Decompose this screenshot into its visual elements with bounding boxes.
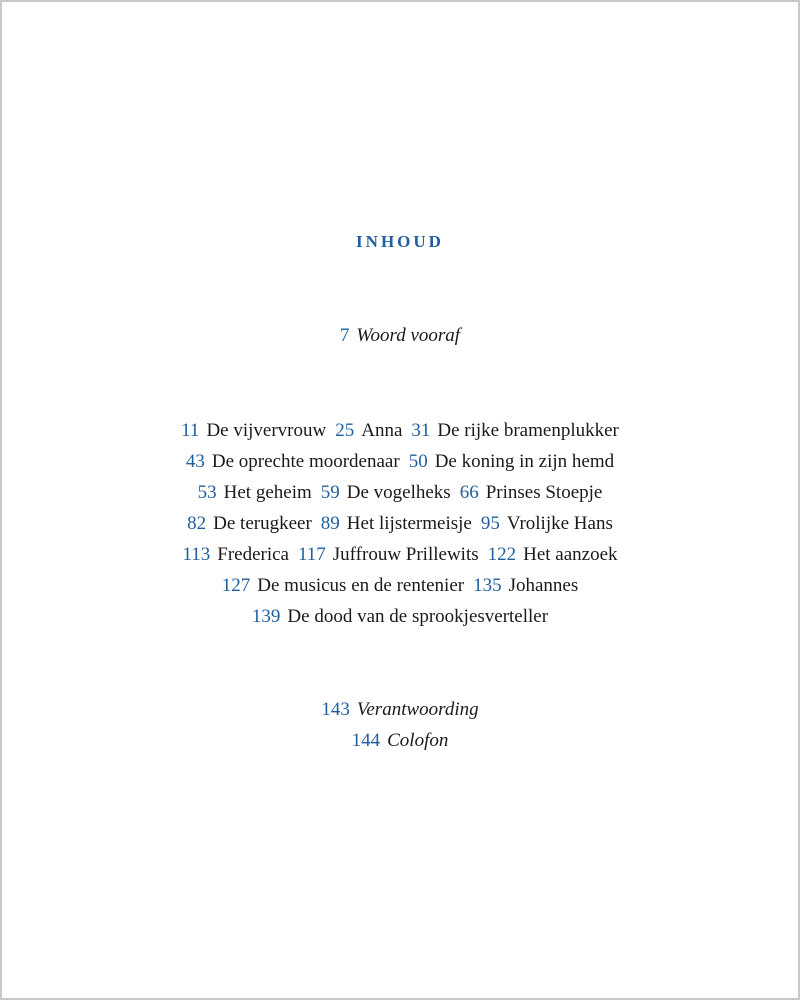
page-number: 139: [251, 606, 281, 627]
page-number: 95: [480, 513, 500, 534]
toc-line: [2, 508, 798, 539]
toc-entry[interactable]: [460, 482, 603, 503]
chapter-title: Verantwoording: [356, 699, 479, 720]
page-number: 82: [187, 513, 207, 534]
page-title: INHOUD: [356, 232, 444, 251]
toc-entry[interactable]: [409, 451, 614, 472]
page-number: 59: [320, 482, 340, 503]
toc-line: [2, 446, 798, 477]
chapter-list: [2, 415, 798, 632]
toc-entry[interactable]: [321, 513, 472, 534]
page-number: 66: [459, 482, 479, 503]
toc-entry-preface[interactable]: [340, 325, 460, 346]
chapter-title: Anna: [361, 420, 403, 441]
toc-line: [2, 415, 798, 446]
toc-entry[interactable]: [222, 575, 464, 596]
chapter-title: Prinses Stoepje: [485, 482, 603, 503]
toc-entry-back-matter[interactable]: [352, 730, 449, 751]
toc-entry[interactable]: [335, 420, 402, 441]
chapter-title: De vogelheks: [346, 482, 451, 503]
page-number: 127: [221, 575, 251, 596]
page-number: 43: [185, 451, 205, 472]
toc-line: [2, 725, 798, 756]
toc-entry[interactable]: [182, 544, 289, 565]
page-number: 31: [411, 420, 431, 441]
page-number: 25: [335, 420, 355, 441]
toc-entry[interactable]: [473, 575, 578, 596]
preface-section: [2, 320, 798, 351]
toc-line: [2, 601, 798, 632]
toc-entry[interactable]: [321, 482, 451, 503]
chapter-title: Het lijstermeisje: [346, 513, 472, 534]
toc-entry[interactable]: [181, 420, 326, 441]
toc-entry-back-matter[interactable]: [321, 699, 478, 720]
chapter-title: Frederica: [217, 544, 289, 565]
toc-entry[interactable]: [481, 513, 613, 534]
chapter-title: De koning in zijn hemd: [434, 451, 615, 472]
toc-entry[interactable]: [411, 420, 618, 441]
page-number: 11: [181, 420, 200, 441]
chapter-title: Het aanzoek: [523, 544, 618, 565]
toc-entry[interactable]: [488, 544, 618, 565]
chapter-title: De dood van de sprookjesverteller: [287, 606, 549, 627]
chapter-title: De musicus en de rentenier: [257, 575, 465, 596]
toc-entry[interactable]: [298, 544, 479, 565]
chapter-title: Het geheim: [223, 482, 312, 503]
chapter-title: De terugkeer: [213, 513, 312, 534]
back-matter-section: [2, 694, 798, 756]
toc-entry[interactable]: [198, 482, 312, 503]
chapter-title: De rijke bramenplukker: [437, 420, 619, 441]
chapter-title: Vrolijke Hans: [506, 513, 613, 534]
toc-line: [2, 694, 798, 725]
page-number: 89: [320, 513, 340, 534]
page-number: 143: [321, 699, 350, 720]
chapter-title: Juffrouw Prillewits: [332, 544, 479, 565]
chapter-title: Colofon: [387, 730, 449, 751]
chapter-title: Johannes: [508, 575, 579, 596]
page-number: 122: [487, 544, 517, 565]
toc-entry[interactable]: [252, 606, 548, 627]
page-number: 135: [473, 575, 502, 596]
toc-line: [2, 477, 798, 508]
toc-entry[interactable]: [186, 451, 400, 472]
toc-entry[interactable]: [187, 513, 312, 534]
page-number: 50: [408, 451, 428, 472]
page-number: 113: [182, 544, 211, 565]
toc-line: [2, 539, 798, 570]
page-number: 144: [351, 730, 381, 751]
page-number: 7: [339, 325, 350, 346]
chapter-title: De vijvervrouw: [206, 420, 327, 441]
toc-line: [2, 570, 798, 601]
page-number: 117: [297, 544, 326, 565]
toc-line: [2, 320, 798, 351]
page-number: 53: [197, 482, 217, 503]
chapter-title: Woord vooraf: [356, 325, 461, 346]
chapter-title: De oprechte moordenaar: [211, 451, 400, 472]
